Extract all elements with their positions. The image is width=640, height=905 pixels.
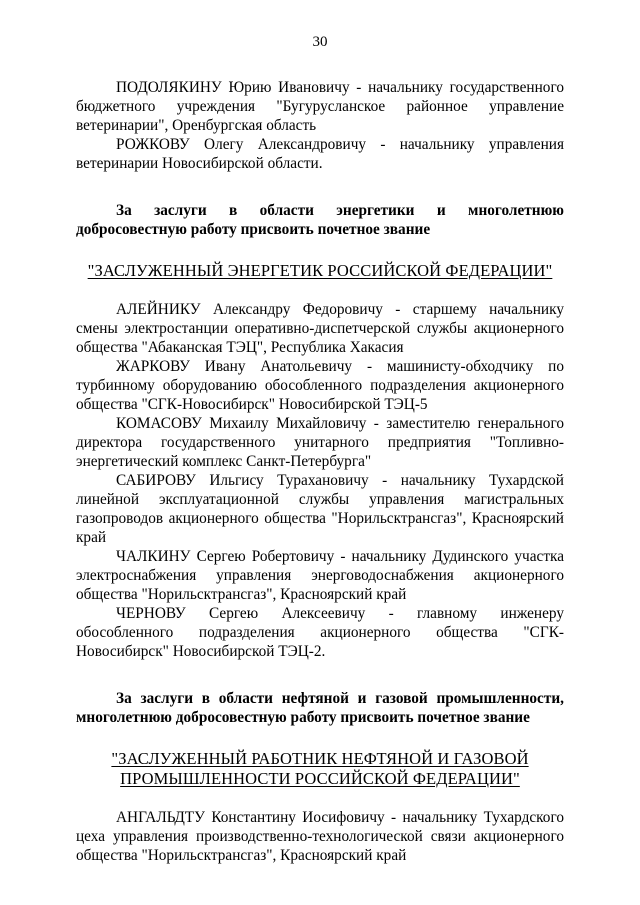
honorary-title-line: "ЗАСЛУЖЕННЫЙ ЭНЕРГЕТИК РОССИЙСКОЙ ФЕДЕРАЦИИ" bbox=[87, 261, 553, 280]
section-heading-oil-gas: За заслуги в области нефтяной и газовой промышленности, многолетнюю добросовестную работу присвоить почетное звание bbox=[76, 690, 564, 726]
award-entry: КОМАСОВУ Михаилу Михайловичу - заместителю генерального директора государственного унитарного предприятия "Топливно-энергетический комплекс Санкт-Петербурга" bbox=[76, 415, 564, 470]
award-entry: ЧАЛКИНУ Сергею Робертовичу - начальнику Дудинского участка электроснабжения управления энерговодоснабжения акционерного общества "Норильсктрансгаз", Красноярский край bbox=[76, 548, 564, 603]
award-entry: ЧЕРНОВУ Сергею Алексеевичу - главному инженеру обособленного подразделения акционерного общества "СГК-Новосибирск" Новосибирской ТЭЦ-2. bbox=[76, 605, 564, 660]
page-number: 30 bbox=[312, 34, 328, 50]
honorary-title-line: "ЗАСЛУЖЕННЫЙ РАБОТНИК НЕФТЯНОЙ И ГАЗОВОЙ bbox=[111, 749, 529, 768]
document-body bbox=[76, 78, 564, 865]
honorary-title-energy bbox=[76, 261, 564, 281]
award-entry: РОЖКОВУ Олегу Александровичу - начальнику управления ветеринарии Новосибирской области. bbox=[76, 136, 564, 172]
award-entry: ЖАРКОВУ Ивану Анатольевичу - машинисту-обходчику по турбинному оборудованию обособленного подразделения акционерного общества "СГК-Новосибирск" Новосибирской ТЭЦ-5 bbox=[76, 358, 564, 413]
award-entry: САБИРОВУ Ильгису Турахановичу - начальнику Тухардской линейной эксплуатационной службы управления магистральных газопроводов акционерного общества "Норильсктрансгаз", Красноярский край bbox=[76, 472, 564, 546]
award-entry: АНГАЛЬДТУ Константину Иосифовичу - начальнику Тухардского цеха управления производственно-технологической связи акционерного общества "Норильсктрансгаз", Красноярский край bbox=[76, 809, 564, 864]
section-heading-energy: За заслуги в области энергетики и многолетнюю добросовестную работу присвоить почетное звание bbox=[76, 202, 564, 238]
award-entry: ПОДОЛЯКИНУ Юрию Ивановичу - начальнику государственного бюджетного учреждения "Бугурусланское районное управление ветеринарии", Оренбургская область bbox=[76, 79, 564, 134]
honorary-title-line: ПРОМЫШЛЕННОСТИ РОССИЙСКОЙ ФЕДЕРАЦИИ" bbox=[120, 769, 520, 788]
honorary-title-oil-gas bbox=[76, 749, 564, 789]
award-entry: АЛЕЙНИКУ Александру Федоровичу - старшему начальнику смены электростанции оперативно-диспетчерской службы акционерного общества "Абаканская ТЭЦ", Республика Хакасия bbox=[76, 301, 564, 356]
